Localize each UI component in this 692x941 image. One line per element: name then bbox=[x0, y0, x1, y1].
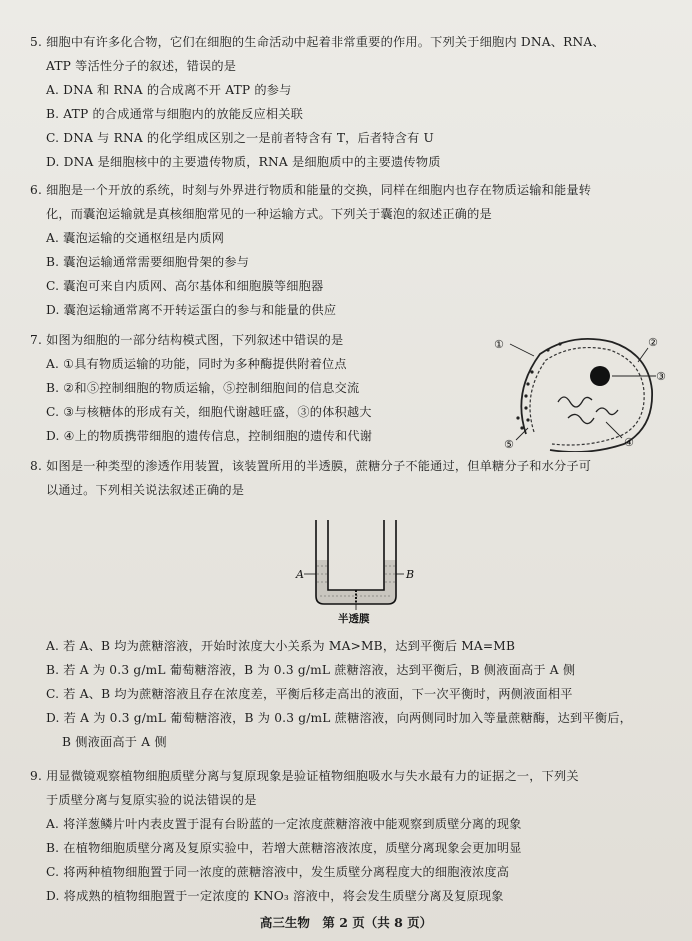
q5-stem-line1: 5. 细胞中有许多化合物，它们在细胞的生命活动中起着非常重要的作用。下列关于细胞内 DNA、RNA、 bbox=[30, 35, 605, 49]
q7-option-c: C. ③与核糖体的形成有关，细胞代谢越旺盛，③的体积越大 bbox=[46, 405, 372, 419]
q8-option-a: A. 若 A、B 均为蔗糖溶液，开始时浓度大小关系为 MA>MB，达到平衡后 MA=MB bbox=[46, 639, 516, 653]
cell-label-4: ④ bbox=[624, 436, 634, 449]
q5-stem-line2: ATP 等活性分子的叙述，错误的是 bbox=[46, 59, 237, 73]
q7-stem: 7. 如图为细胞的一部分结构模式图，下列叙述中错误的是 bbox=[30, 333, 344, 347]
q6-option-a: A. 囊泡运输的交通枢纽是内质网 bbox=[46, 231, 225, 245]
q7-option-a: A. ①具有物质运输的功能，同时为多种酶提供附着位点 bbox=[46, 357, 347, 371]
side-b-label: B bbox=[406, 568, 415, 581]
question-8-options bbox=[30, 634, 670, 754]
cell-structure-figure bbox=[488, 332, 668, 452]
cell-label-5: ⑤ bbox=[504, 438, 514, 451]
q5-option-d: D. DNA 是细胞核中的主要遗传物质，RNA 是细胞质中的主要遗传物质 bbox=[46, 155, 441, 169]
q5-option-a: A. DNA 和 RNA 的合成离不开 ATP 的参与 bbox=[46, 83, 292, 97]
side-a-label: A bbox=[296, 568, 304, 581]
nucleolus bbox=[590, 366, 610, 386]
cell-label-3: ③ bbox=[656, 370, 666, 383]
q8-stem-line1: 8. 如图是一种类型的渗透作用装置，该装置所用的半透膜，蔗糖分子不能通过，但单糖分子和水分子可 bbox=[30, 459, 592, 473]
membrane-caption: 半透膜 bbox=[338, 613, 370, 625]
q8-option-b: B. 若 A 为 0.3 g/mL 葡萄糖溶液，B 为 0.3 g/mL 蔗糖溶液，达到平衡后，B 侧液面高于 A 侧 bbox=[46, 663, 576, 677]
inner-membrane bbox=[530, 348, 644, 445]
q6-stem-line2: 化，而囊泡运输就是真核细胞常见的一种运输方式。下列关于囊泡的叙述正确的是 bbox=[46, 207, 492, 221]
q9-stem-line2: 于质壁分离与复原实验的说法错误的是 bbox=[46, 793, 257, 807]
question-9 bbox=[30, 764, 670, 908]
q9-stem-line1: 9. 用显微镜观察植物细胞质壁分离与复原现象是验证植物细胞吸水与失水最有力的证据之一，下列关 bbox=[30, 769, 579, 783]
q7-option-b: B. ②和⑤控制细胞的物质运输，⑤控制细胞间的信息交流 bbox=[46, 381, 360, 395]
q8-option-d-line1: D. 若 A 为 0.3 g/mL 葡萄糖溶液，B 为 0.3 g/mL 蔗糖溶液，向两侧同时加入等量蔗糖酶，达到平衡后， bbox=[46, 711, 632, 725]
q9-option-c: C. 将两种植物细胞置于同一浓度的蔗糖溶液中，发生质壁分离程度大的细胞液浓度高 bbox=[46, 865, 510, 879]
q6-option-b: B. 囊泡运输通常需要细胞骨架的参与 bbox=[46, 255, 250, 269]
cell-label-2: ② bbox=[648, 336, 658, 349]
q8-option-d-line2: B 侧液面高于 A 侧 bbox=[62, 735, 167, 749]
q9-option-d: D. 将成熟的植物细胞置于一定浓度的 KNO₃ 溶液中，将会发生质壁分离及复原现象 bbox=[46, 889, 504, 903]
q7-option-d: D. ④上的物质携带细胞的遗传信息，控制细胞的遗传和代谢 bbox=[46, 429, 373, 443]
cell-label-1: ① bbox=[494, 338, 504, 351]
question-8 bbox=[30, 454, 670, 502]
q6-option-c: C. 囊泡可来自内质网、高尔基体和细胞膜等细胞器 bbox=[46, 279, 324, 293]
question-6 bbox=[30, 178, 670, 322]
q5-option-b: B. ATP 的合成通常与细胞内的放能反应相关联 bbox=[46, 107, 304, 121]
question-5 bbox=[30, 30, 670, 174]
q5-option-c: C. DNA 与 RNA 的化学组成区别之一是前者特含有 T，后者特含有 U bbox=[46, 131, 435, 145]
tube-inner bbox=[328, 520, 384, 590]
q6-stem-line1: 6. 细胞是一个开放的系统，时刻与外界进行物质和能量的交换，同样在细胞内也存在物质运输和能量转 bbox=[30, 183, 592, 197]
q6-option-d: D. 囊泡运输通常离不开转运蛋白的参与和能量的供应 bbox=[46, 303, 337, 317]
chromatin bbox=[558, 397, 618, 424]
osmosis-u-tube-figure bbox=[280, 516, 430, 626]
q8-stem-line2: 以通过。下列相关说法叙述正确的是 bbox=[46, 483, 245, 497]
q8-option-c: C. 若 A、B 均为蔗糖溶液且存在浓度差，平衡后移走高出的液面，下一次平衡时，两侧液面相平 bbox=[46, 687, 573, 701]
q9-option-a: A. 将洋葱鳞片叶内表皮置于混有台盼蓝的一定浓度蔗糖溶液中能观察到质壁分离的现象 bbox=[46, 817, 522, 831]
page-footer: 高三生物 第 2 页（共 8 页） bbox=[259, 915, 433, 930]
q9-option-b: B. 在植物细胞质壁分离及复原实验中，若增大蔗糖溶液浓度，质壁分离现象会更加明显 bbox=[46, 841, 522, 855]
